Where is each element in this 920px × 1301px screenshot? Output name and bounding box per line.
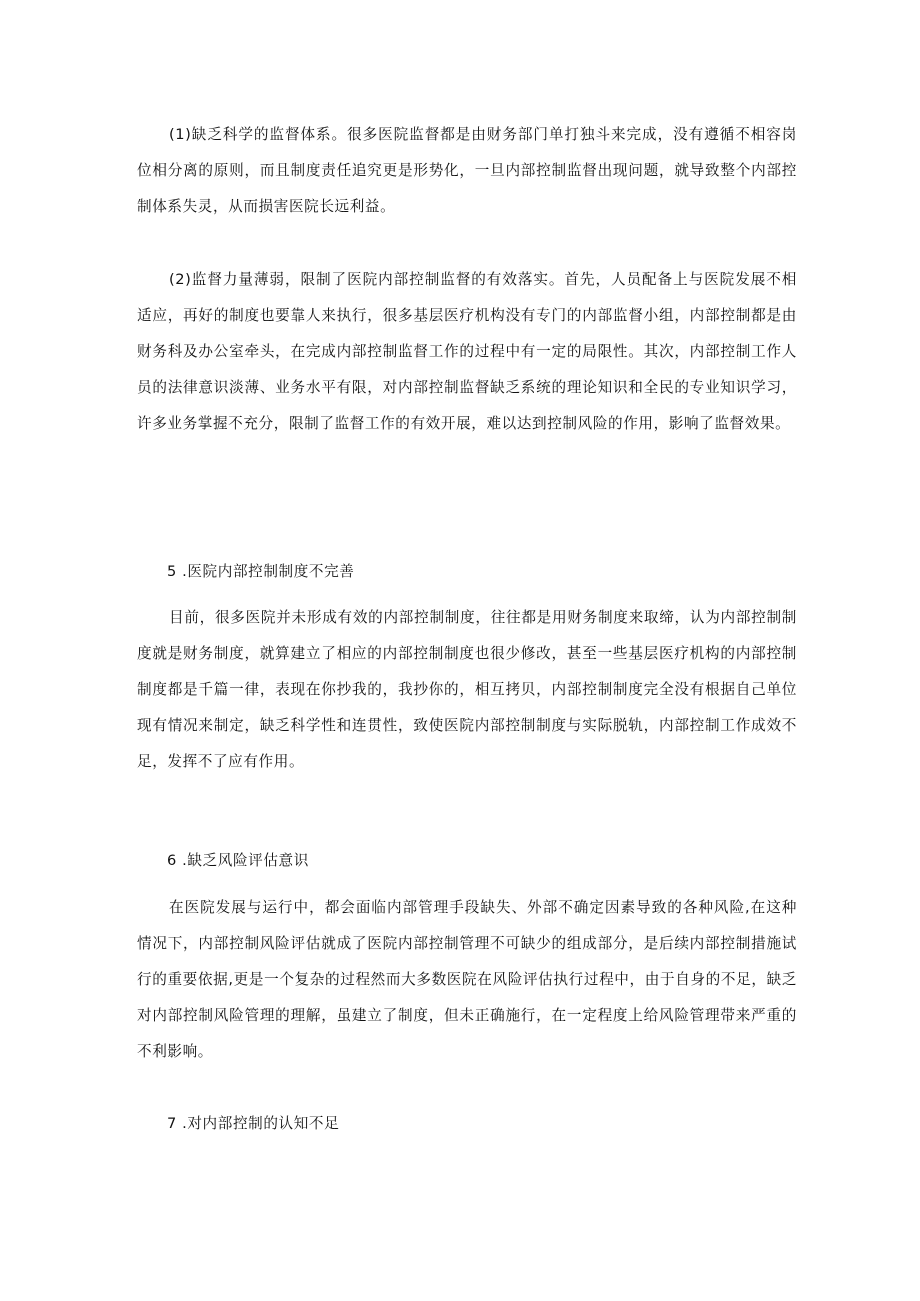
section-heading-7: 7 .对内部控制的认知不足 bbox=[167, 1115, 340, 1132]
section-heading-6: 6 .缺乏风险评估意识 bbox=[167, 852, 309, 869]
paragraph-risk-assessment: 在医院发展与运行中，都会面临内部管理手段缺失、外部不确定因素导致的各种风险,在这种情况下，内部控制风险评估就成了医院内部控制管理不可缺少的组成部分，是后续内部控制措施试行的重要依据,更是一个复杂的过程然而大多数医院在风险评估执行过程中，由于自身的不足，缺乏对内部控制风险管理的理解，虽建立了制度，但未正确施行，在一定程度上给风险管理带来严重的不利影响。 bbox=[137, 899, 797, 1060]
paragraph-supervision-strength: (2)监督力量薄弱，限制了医院内部控制监督的有效落实。首先，人员配备上与医院发展不相适应，再好的制度也要靠人来执行，很多基层医疗机构没有专门的内部监督小组，内部控制都是由财务科及办公室牵头，在完成内部控制监督工作的过程中有一定的局限性。其次，内部控制工作人员的法律意识淡薄、业务水平有限，对内部控制监督缺乏系统的理论知识和全民的专业知识学习，许多业务掌握不充分，限制了监督工作的有效开展，难以达到控制风险的作用，影响了监督效果。 bbox=[137, 271, 797, 432]
section-heading-5: 5 .医院内部控制制度不完善 bbox=[167, 563, 355, 580]
paragraph-supervision-system: (1)缺乏科学的监督体系。很多医院监督都是由财务部门单打独斗来完成，没有遵循不相容岗位相分离的原则，而且制度责任追究更是形势化，一旦内部控制监督出现问题，就导致整个内部控制体系失灵，从而损害医院长远利益。 bbox=[137, 126, 797, 215]
paragraph-control-system: 目前，很多医院并未形成有效的内部控制制度，往往都是用财务制度来取缔，认为内部控制制度就是财务制度，就算建立了相应的内部控制制度也很少修改，甚至一些基层医疗机构的内部控制制度都是千篇一律，表现在你抄我的，我抄你的，相互拷贝，内部控制制度完全没有根据自己单位现有情况来制定，缺乏科学性和连贯性，致使医院内部控制制度与实际脱轨，内部控制工作成效不足，发挥不了应有作用。 bbox=[137, 609, 797, 770]
